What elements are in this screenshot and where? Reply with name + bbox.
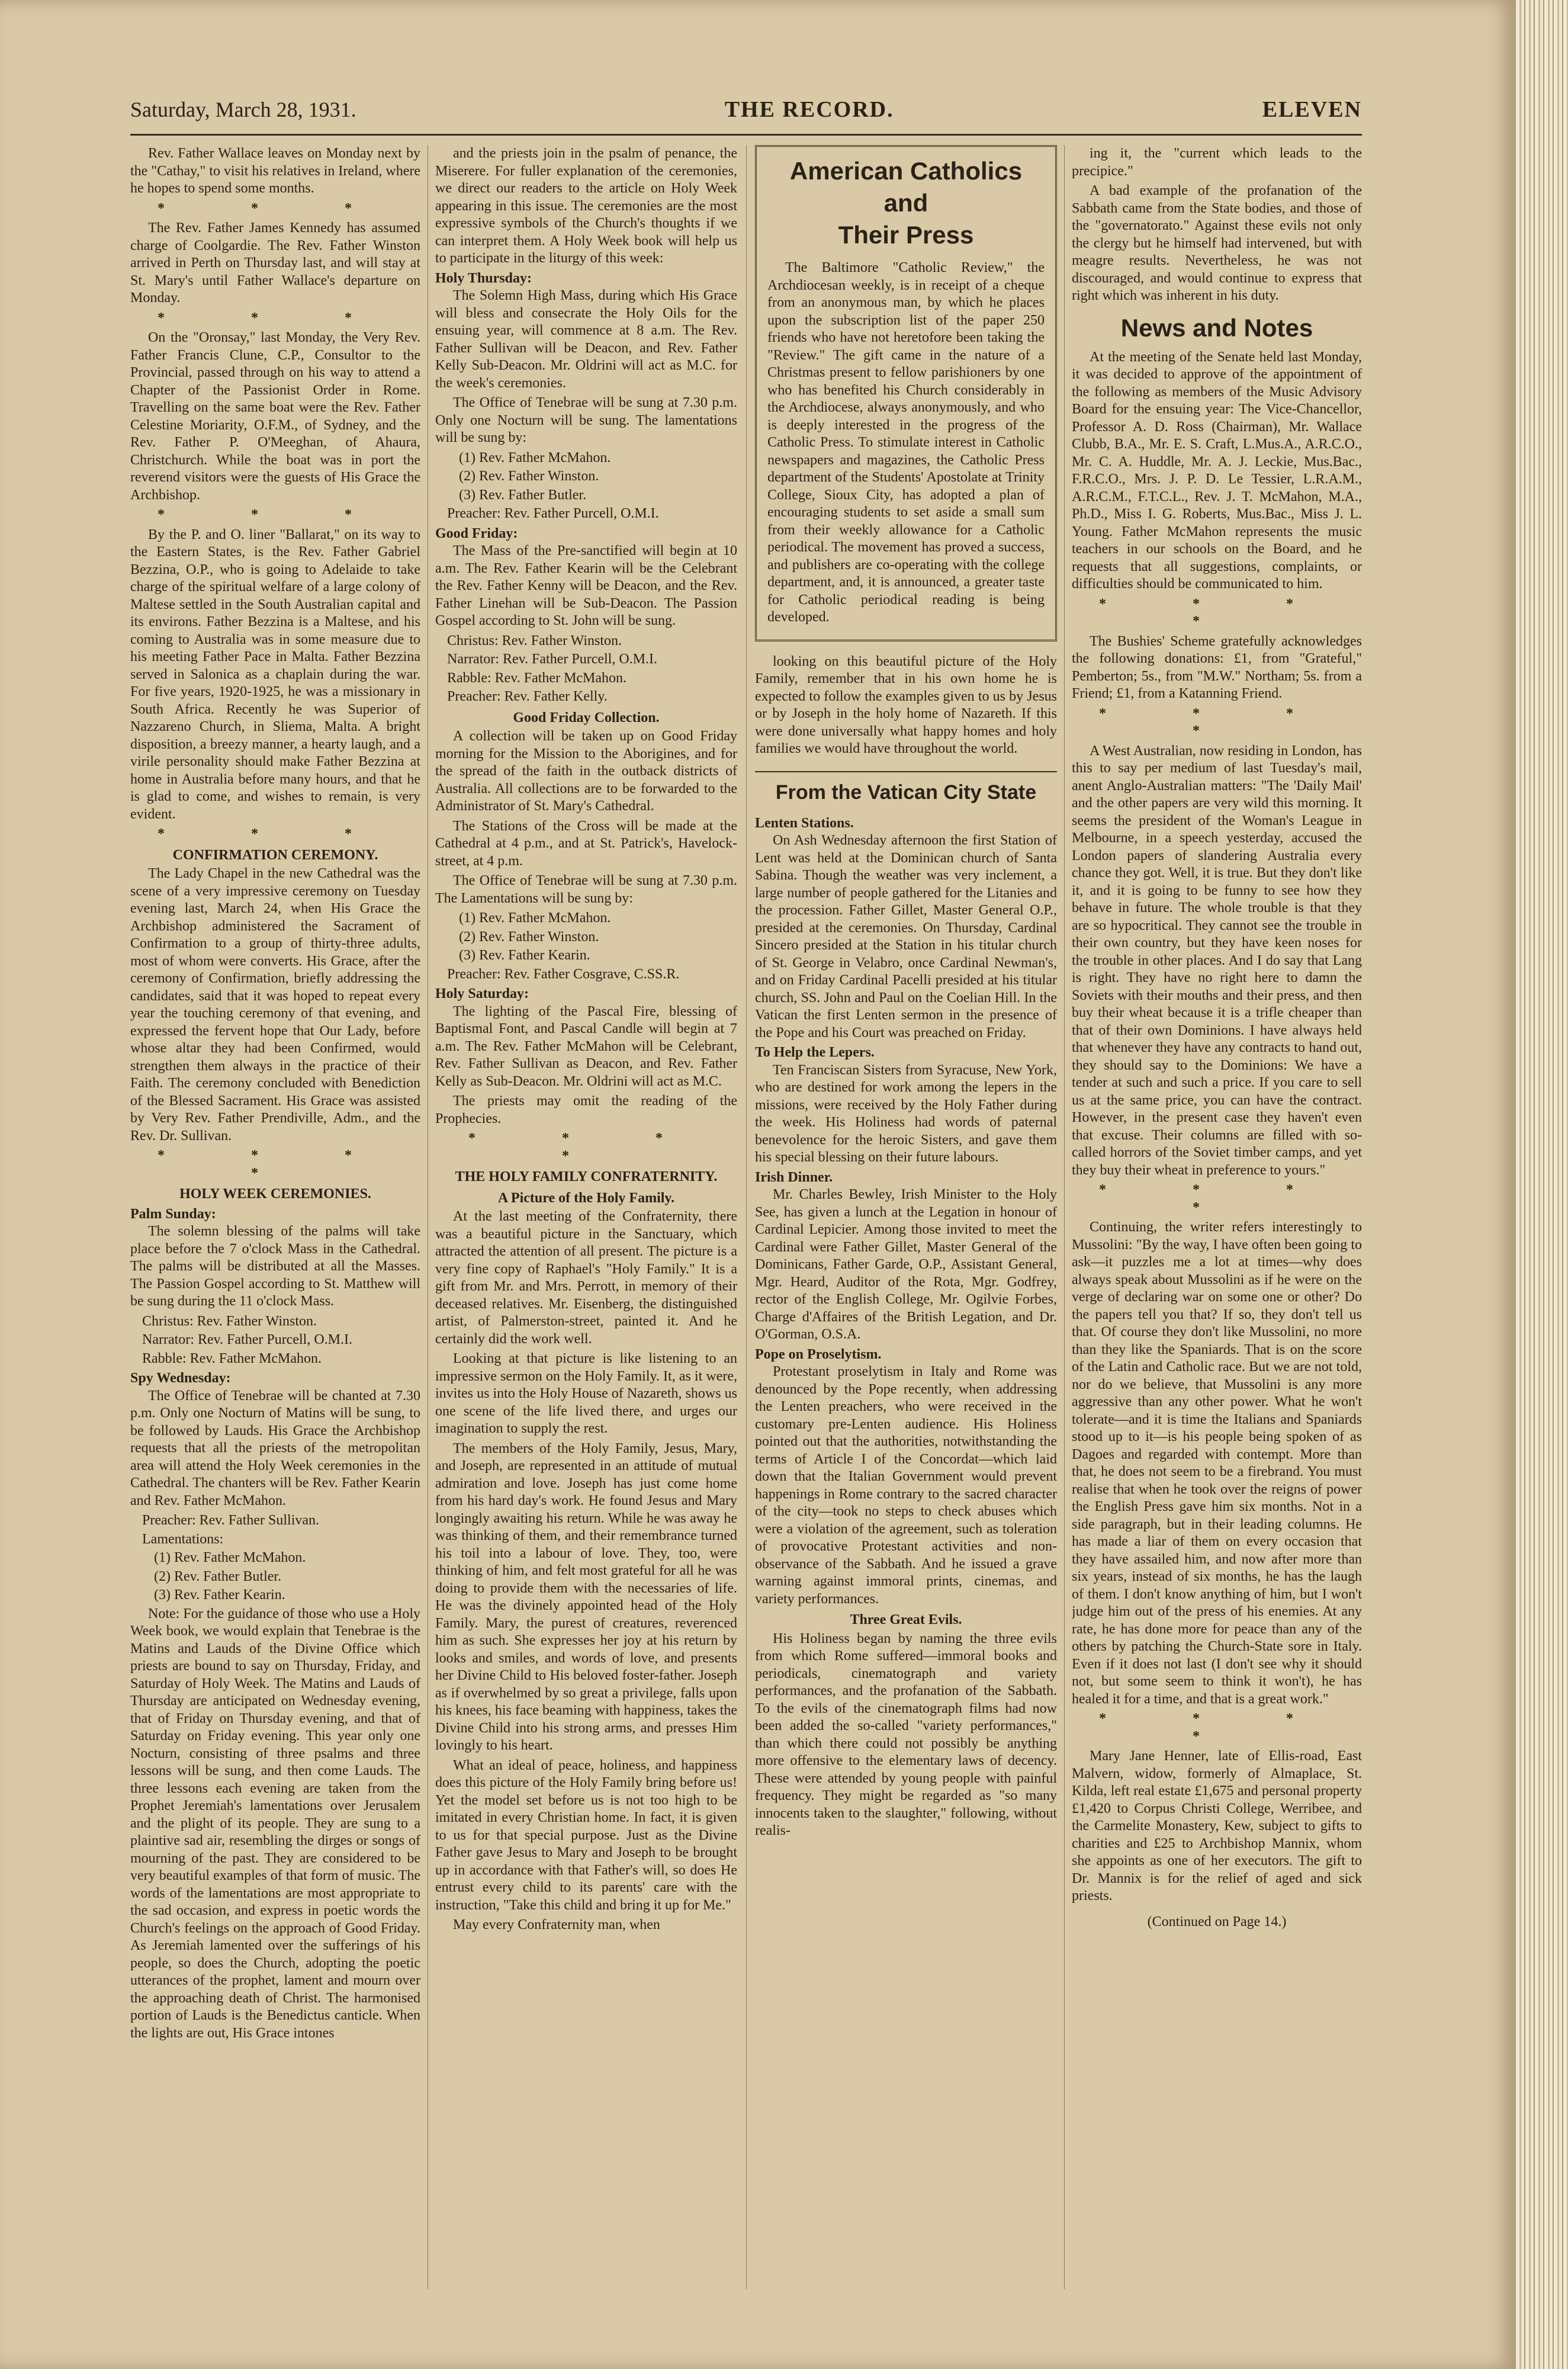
paragraph: A bad example of the profanation of the Sabbath came from the State bodies, and those of the "governatorato." Against these evils not only the clergy but he himself had intervened, but with meagre results. Nevertheless, he was not discouraged, and would continue to express that right which was inherent in his duty. xyxy=(1072,183,1362,303)
paragraph: May every Confraternity man, when xyxy=(453,1917,660,1933)
paragraph: Mary Jane Henner, late of Ellis-road, East Malvern, widow, formerly of Almaplace, St. Kilda, left real estate £1,675 and personal property £1,420 to Corpus Christi College, Werribee, and the Carmelite Monastery, Kew, subject to gifts to charities and £25 to Archbishop Mannix, whom she appoints as one of her executors. The gift to Dr. Mannix is for the relief of aged and sick priests. xyxy=(1072,1748,1362,1903)
section-separator: * * * xyxy=(158,200,393,216)
issue-date: Saturday, March 28, 1931. xyxy=(130,98,356,121)
paragraph: The Office of Tenebrae will be sung at 7.30 p.m. The Lamentations will be sung by: xyxy=(435,873,737,906)
proselytism-heading: Pope on Proselytism. xyxy=(755,1346,882,1362)
paragraph: The Stations of the Cross will be made at the Cathedral at 4 p.m., and at St. Patrick's, Havelock-street, at 4 p.m. xyxy=(435,818,737,869)
column-2 xyxy=(435,145,737,2336)
paragraph: At the last meeting of the Confraternity, there was a beautiful picture in the Sanctuary, which attracted the attention of all present. The picture is a very fine copy of Raphael's "Holy Family." It is a gift from Mr. and Mrs. Perrott, in memory of their deceased relatives. Mr. Eisenberg, the distinguished artist, of Palmerston-street, painted it. And he certainly did the work well. xyxy=(435,1209,737,1347)
paragraph: Rev. Father Wallace leaves on Monday next by the "Cathay," to visit his relatives in Ireland, where he hopes to spend some months. xyxy=(130,146,420,196)
column-4 xyxy=(1072,145,1362,2336)
paragraph: On the "Oronsay," last Monday, the Very Rev. Father Francis Clune, C.P., Consultor to the Provincial, passed through on his way to attend a Chapter of the Passionist Order in Rome. Travelling on the same boat were the Rev. Father Celestine Moriarity, O.F.M., of Sydney, and the Rev. Father P. O'Meeghan, of Ahaura, Christchurch. While the boat was in port the reverend visitors were the guests of His Grace the Archbishop. xyxy=(130,330,420,503)
section-separator: * * * * xyxy=(1099,1711,1335,1744)
paragraph: What an ideal of peace, holiness, and happiness does this picture of the Holy Family bring before us! Yet the model set before us is not too high to be imitated in every Christian home. In fact, it is given to us for that special purpose. Just as the Divine Father gave Jesus to Mary and Joseph to be brought up in accordance with that Father's will, so does He entrust every child to its parents' care with the instruction, "Take this child and bring it up for Me." xyxy=(435,1757,737,1913)
lenten-stations-heading: Lenten Stations. xyxy=(755,815,854,831)
page-number: ELEVEN xyxy=(1262,97,1362,122)
three-evils-heading: Three Great Evils. xyxy=(850,1612,962,1628)
confirmation-heading: CONFIRMATION CEREMONY. xyxy=(172,847,378,863)
section-separator: * * * * xyxy=(1099,596,1335,629)
paragraph: Ten Franciscan Sisters from Syracuse, New York, who are destined for work among the lepers in the missions, were received by the Holy Father during the week. His Holiness had words of paternal benevolence for the heroic Sisters, and gave them his special blessing on their future labours. xyxy=(755,1062,1057,1165)
role-line: Preacher: Rev. Father Purcell, O.M.I. xyxy=(447,506,659,521)
paragraph: His Holiness began by naming the three evils from which Rome suffered—immoral books and periodicals, cinematograph and variety performances, and the profanation of the Sabbath. To the evils of the cinematograph films had now been added the so-called "variety performances," than which there could not possibly be anything more offensive to the elementary laws of decency. These were attended by young people with painful frequency. They might be regarded as "so many innocents taken to the slaughter," following, without realis- xyxy=(755,1630,1057,1838)
paragraph: The Office of Tenebrae will be chanted at 7.30 p.m. Only one Nocturn of Matins will be sung, to be followed by Lauds. His Grace the Archbishop requests that all the priests of the metropolitan area will attend the Holy Week ceremonies in the Cathedral. The chanters will be Rev. Father Kearin and Rev. Father McMahon. xyxy=(130,1388,420,1508)
paragraph: The Baltimore "Catholic Review," the Archdiocesan weekly, is in receipt of a cheque from an anonymous man, by which he places upon the subscription list of the paper 250 friends who have not heretofore been taking the "Review." The gift came in the nature of a Christmas present to fellow parishioners by one who has benefited his Church considerably in the Archdiocese, always anonymously, and who is deeply interested in the progress of the Catholic Press. To stimulate interest in Catholic newspapers and magazines, the Catholic Press department of the Students' Apostolate at Trinity College, Sioux City, has adopted a plan of encouraging students to set aside a small sum from their weekly allowance for a Catholic periodical. The movement has proved a success, and publishers are co-operating with the college department, and, it is announced, a greater taste for Catholic periodical reading is being developed. xyxy=(767,260,1045,625)
list-item: (1) Rev. Father McMahon. xyxy=(459,910,611,926)
role-line: Rabble: Rev. Father McMahon. xyxy=(447,670,627,686)
list-item: (1) Rev. Father McMahon. xyxy=(154,1550,306,1565)
collection-heading: Good Friday Collection. xyxy=(513,710,660,726)
role-line: Christus: Rev. Father Winston. xyxy=(142,1313,317,1329)
paragraph: On Ash Wednesday afternoon the first Station of Lent was held at the Dominican church of Santa Sabina. Though the weather was very inclement, a large number of people gathered for the Litanies and the procession. Father Gillet, Master General O.P., presided at the ceremonies. On Thursday, Cardinal Sincero presided at the Station in his titular church of St. George in Velabro, once Cardinal Newman's, and on Friday Cardinal Pacelli presided at his titular church, SS. John and Paul on the Coelian Hill. In the Vatican the first Lenten sermon in the presence of the Pope and his Court was preached on Friday. xyxy=(755,833,1057,1041)
list-item: (2) Rev. Father Winston. xyxy=(459,468,599,484)
paragraph: ing it, the "current which leads to the precipice." xyxy=(1072,146,1362,179)
section-separator: * * * xyxy=(158,507,393,522)
vatican-section-heading: From the Vatican City State xyxy=(755,771,1057,805)
title-line: American Catholics and xyxy=(789,157,1023,217)
paragraph: and the priests join in the psalm of penance, the Miserere. For fuller explanation of the ceremonies, we direct our readers to the article on Holy Week appearing in this issue. The ceremonies are the most expressive symbols of the Church's thoughts if we can interpret them. A Holy Week book will help us to participate in the liturgy of this week: xyxy=(435,146,737,266)
irish-dinner-heading: Irish Dinner. xyxy=(755,1169,833,1185)
palm-sunday-heading: Palm Sunday: xyxy=(130,1206,216,1222)
section-separator: * * * * xyxy=(1099,705,1335,739)
paragraph: The priests may omit the reading of the Prophecies. xyxy=(435,1093,737,1126)
section-separator: * * * * xyxy=(1099,1182,1335,1215)
newspaper-title: THE RECORD. xyxy=(724,97,894,122)
section-separator: * * * * xyxy=(468,1131,704,1164)
role-line: Narrator: Rev. Father Purcell, O.M.I. xyxy=(142,1332,353,1347)
holy-week-heading: HOLY WEEK CEREMONIES. xyxy=(179,1186,371,1202)
holy-saturday-heading: Holy Saturday: xyxy=(435,986,529,1001)
holy-family-subheading: A Picture of the Holy Family. xyxy=(497,1190,675,1206)
section-separator: * * * xyxy=(158,826,393,842)
column-3 xyxy=(755,145,1057,2336)
holy-family-heading: THE HOLY FAMILY CONFRATERNITY. xyxy=(455,1169,718,1184)
page-header xyxy=(130,89,1362,130)
role-line: Narrator: Rev. Father Purcell, O.M.I. xyxy=(447,651,658,667)
column-1 xyxy=(130,145,420,2336)
role-line: Rabble: Rev. Father McMahon. xyxy=(142,1350,322,1366)
column-divider xyxy=(746,145,747,2289)
section-separator: * * * xyxy=(158,310,393,326)
paragraph: The Rev. Father James Kennedy has assumed charge of Coolgardie. The Rev. Father Winston arrived in Perth on Thursday last, and will stay at St. Mary's until Father Wallace's departure on Monday. xyxy=(130,220,420,306)
role-line: Preacher: Rev. Father Sullivan. xyxy=(142,1513,320,1528)
header-rule xyxy=(130,134,1362,136)
list-item: (3) Rev. Father Kearin. xyxy=(154,1587,285,1603)
paragraph: The Solemn High Mass, during which His Grace will bless and consecrate the Holy Oils for the ensuing year, will commence at 8 a.m. The Rev. Father Sullivan will be Deacon, and Rev. Father Kelly Sub-Deacon. Mr. Oldrini will act as M.C. for the week's ceremonies. xyxy=(435,288,737,391)
paragraph: At the meeting of the Senate held last Monday, it was decided to approve of the appointment of the following as members of the Music Advisory Board for the ensuing year: The Vice-Chancellor, Professor A. D. Ross (Chairman), Mr. Wallace Clubb, B.A., Mr. E. S. Craft, L.Mus.A., A.R.C.O., Mr. C. A. Huddle, Mr. A. J. Leckie, Mus.Bac., F.R.C.O., Mrs. J. P. D. Le Tessier, L.R.A.M., A.R.C.M., F.T.C.L., Rev. J. T. McMahon, M.A., Ph.D., Miss I. G. Roberts, Mus.Bac., Miss J. L. Young. Father McMahon represents the music teachers in our schools on the Board, and he requests that all suggestions, complaints, or difficulties should be communicated to him. xyxy=(1072,349,1362,592)
paragraph: Looking at that picture is like listening to an impressive sermon on the Holy Family. It, as it were, invites us into the Holy House of Nazareth, shows us one scene of the life lived there, and urges our imagination to supply the rest. xyxy=(435,1351,737,1436)
paragraph: By the P. and O. liner "Ballarat," on its way to the Eastern States, is the Rev. Father Gabriel Bezzina, O.P., who is going to Adelaide to take charge of the spiritual welfare of a large colony of Maltese settled in the South Australian capital and its environs. Father Bezzina is a Maltese, and his coming to Australia was in some measure due to his meeting Father Pace in Malta. Father Bezzina served in Salonica as a chaplain during the war. For five years, 1920-1925, he was a missionary in South Africa. Recently he was Superior of Nazzareno Church, in Sliema, Malta. A bright disposition, a breezy manner, a hearty laugh, and a virile personality should make Father Bezzina at home in Australia before many hours, and that he is glad to come, and wishes to remain, is very evident. xyxy=(130,527,420,822)
lepers-heading: To Help the Lepers. xyxy=(755,1045,875,1060)
paragraph: The Bushies' Scheme gratefully acknowledges the following donations: £1, from "Grateful," Pemberton; 5s., from "M.W." Northam; 5s. from a Friend; £1, from a Katanning Friend. xyxy=(1072,633,1362,701)
continued-note: (Continued on Page 14.) xyxy=(1147,1914,1287,1930)
boxed-article xyxy=(755,145,1057,641)
paragraph: Continuing, the writer refers interestingly to Mussolini: "By the way, I have often been going to ask—it puzzles me a lot at times—why does always speak about Mussolini as if he were on the verge of declaring war on some one or other? Do the papers tell you that? If so, they don't tell us that. Of course they don't like Mussolini, no more than they like the Spaniards. That is on the score of the Latin and Catholic race. But we are not told, nor do we believe, that Mussolini is any more aggressive than any other power. What he won't tolerate—and it is time the Italians and Spaniards stood up to it—is his people being spoken of as Dagoes and regarded with contempt. More than that, he does not seem to be a firebrand. You must realise that when he took over the reigns of power the English Press gave him six months. Not in a side paragraph, but in their leading columns. He has made a liar of them on every occasion that they have assailed him, and now after more than six years, instead of six months, he has the laugh of them. I don't know anything of him, but I won't judge him out of the press of his enemies. At any rate, he has done more for peace than any of the others by patching the Church-State sore in Italy. Even if it does not last (I don't see why it should not, but some seem to think it won't), he has healed it for a time, and that is a great work." xyxy=(1072,1219,1362,1707)
boxed-article-title xyxy=(767,155,1045,251)
lamentations-label: Lamentations: xyxy=(142,1531,224,1547)
title-line: Their Press xyxy=(838,221,974,249)
paragraph: A collection will be taken up on Good Friday morning for the Mission to the Aborigines, and for the spread of the faith in the outback districts of Australia. All collections are to be forwarded to the Administrator of St. Mary's Cathedral. xyxy=(435,728,737,814)
list-item: (3) Rev. Father Butler. xyxy=(459,487,587,503)
list-item: (2) Rev. Father Butler. xyxy=(154,1568,282,1584)
news-notes-heading: News and Notes xyxy=(1120,313,1313,342)
book-binding-edge xyxy=(1516,0,1568,2369)
role-line: Christus: Rev. Father Winston. xyxy=(447,633,622,649)
paragraph: The solemn blessing of the palms will take place before the 7 o'clock Mass in the Cathedral. The palms will be distributed at all the Masses. The Passion Gospel according to St. Matthew will be sung during the 11 o'clock Mass. xyxy=(130,1224,420,1309)
good-friday-heading: Good Friday: xyxy=(435,525,518,541)
paragraph: Mr. Charles Bewley, Irish Minister to the Holy See, has given a lunch at the Legation in honour of Cardinal Lepicier. Among those invited to meet the Cardinal were Father Gillet, Master General of the Dominicans, Father Garde, O.P., Assistant General, Mgr. Heard, Auditor of the Rota, Mgr. Godfrey, rector of the English College, Mr. Ogilvie Forbes, Charge d'Affaires of the British Legation, and Dr. O'Gorman, O.S.A. xyxy=(755,1187,1057,1342)
paragraph: The Office of Tenebrae will be sung at 7.30 p.m. Only one Nocturn will be sung. The lamentations will be sung by: xyxy=(435,395,737,445)
spy-wednesday-heading: Spy Wednesday: xyxy=(130,1370,231,1386)
paragraph: Note: For the guidance of those who use a Holy Week book, we would explain that Tenebrae is the Matins and Lauds of the Divine Office which priests are bound to say on Thursday, Friday, and Saturday of Holy Week. The Matins and Lauds of Thursday are anticipated on Wednesday evening, that of Friday on Thursday evening, and that of Saturday on Friday evening. This year only one Nocturn, consisting of three psalms and three lessons will be sung, and then come Lauds. The three lessons each evening are taken from the Prophet Jeremiah's lamentations over Jerusalem and the plight of its people. They are sung to a plaintive sad air, resembling the dirges or songs of mourning of the past. They are considered to be very beautiful examples of that form of music. The words of the lamentations are most appropriate to the sad occasion, and express in poetic words the Church's feelings on the approach of Good Friday. As Jeremiah lamented over the sufferings of his people, so does the Church, adopting the poetic utterances of the prophet, lament and mourn over the approaching death of Christ. The harmonised portion of Lauds is the Benedictus canticle. When the lights are out, His Grace intones xyxy=(130,1606,420,2041)
paragraph: A West Australian, now residing in London, has this to say per medium of last Tuesday's mail, anent Anglo-Australian matters: "The 'Daily Mail' and the other papers are very wild this morning. It seems the president of the Woman's League in Melbourne, in a speech yesterday, accused the London papers of slandering Australia every chance they got. Well, it is true. But they don't like it, and it is going to be funny to see how they behave in future. The whole trouble is that they are so hypocritical. They cannot see the trouble in their own country, but they have keen noses for the trouble in other places. And I do say that Lang is right. They have no right here to damn the Soviets with their mouths and their press, and then buy their wheat because it is a trifle cheaper than that of their own Dominions. I have always held that whenever they have any contracts to hand out, they should say to the Dominions: We have a tender at such and such a price. If you care to sell us at the same price, you can have the contract. However, in the present case they haven't even that excuse. Their columns are filled with so-called horrors of the Soviet timber camps, and yet they buy their wheat in preference to yours." xyxy=(1072,743,1362,1178)
paragraph: Protestant proselytism in Italy and Rome was denounced by the Pope recently, when addressing the Lenten preachers, who were received in the customary pre-Lenten audience. His Holiness pointed out that the authorities, notwithstanding the terms of Article I of the Concordat—which laid down that the Italian Government would prevent happenings in Rome contrary to the sacred character of the city—took no steps to check abuses which were a violation of the agreement, such as toleration of provocative Protestant activities and non-observance of the Sabbath. And he issued a grave warning against immoral prints, cinemas, and variety performances. xyxy=(755,1364,1057,1607)
role-line: Preacher: Rev. Father Cosgrave, C.SS.R. xyxy=(447,966,680,982)
section-separator: * * * * xyxy=(158,1148,393,1181)
paragraph: The Mass of the Pre-sanctified will begin at 10 a.m. The Rev. Father Kearin will be the Celebrant the Rev. Father Kenny will be Deacon, and the Rev. Father Linehan will be Sub-Deacon. The Passion Gospel according to St. John will be sung. xyxy=(435,543,737,628)
paragraph: The Lady Chapel in the new Cathedral was the scene of a very impressive ceremony on Tuesday evening last, March 24, when His Grace the Archbishop administered the Sacrament of Confirmation to a group of thirty-three adults, most of whom were converts. His Grace, after the ceremony of Confirmation, briefly addressing the candidates, said that it was hoped to repeat every year the touching ceremony of that evening, and expressed the fervent hope that Our Lady, before whose altar they had been Confirmed, would strengthen them always in the practice of their Faith. The ceremony concluded with Benediction of the Blessed Sacrament. His Grace was assisted by Very Rev. Father Prendiville, Adm., and the Rev. Dr. Sullivan. xyxy=(130,866,420,1144)
holy-thursday-heading: Holy Thursday: xyxy=(435,270,532,286)
paragraph: The lighting of the Pascal Fire, blessing of Baptismal Font, and Pascal Candle will begin at 7 a.m. The Rev. Father McMahon will be Celebrant, Rev. Father Sullivan as Deacon, and Rev. Father Kelly as Sub-Deacon. Mr. Oldrini will act as M.C. xyxy=(435,1003,737,1089)
role-line: Preacher: Rev. Father Kelly. xyxy=(447,689,608,704)
list-item: (3) Rev. Father Kearin. xyxy=(459,948,590,963)
paragraph: looking on this beautiful picture of the Holy Family, remember that in his own home he is expected to follow the examples given to us by Jesus or by Joseph in the holy home of Nazareth. If this were done universally what happy homes and holy families we would have throughout the world. xyxy=(755,653,1057,756)
list-item: (1) Rev. Father McMahon. xyxy=(459,450,611,466)
column-divider xyxy=(1064,145,1065,2289)
paragraph: The members of the Holy Family, Jesus, Mary, and Joseph, are represented in an attitude of mutual admiration and love. Joseph has just come home from his hard day's work. He found Jesus and Mary longingly awaiting his return. While he was away he was thinking of them, and their remembrance turned his toil into a labour of love. They, too, were thinking of him, and felt most grateful for all he was doing to provide them with the necessaries of life. He was the divinely appointed head of the Holy Family. Mary, the purest of creatures, reverenced him as such. She expresses her joy at his return by looks and smiles, and words of love, and presents her Divine Child to His beloved foster-father. Joseph as if overwhelmed by so great a privilege, falls upon his knees, his face beaming with happiness, takes the Divine Child into his strong arms, and presses Him lovingly to his heart. xyxy=(435,1440,737,1753)
list-item: (2) Rev. Father Winston. xyxy=(459,929,599,945)
